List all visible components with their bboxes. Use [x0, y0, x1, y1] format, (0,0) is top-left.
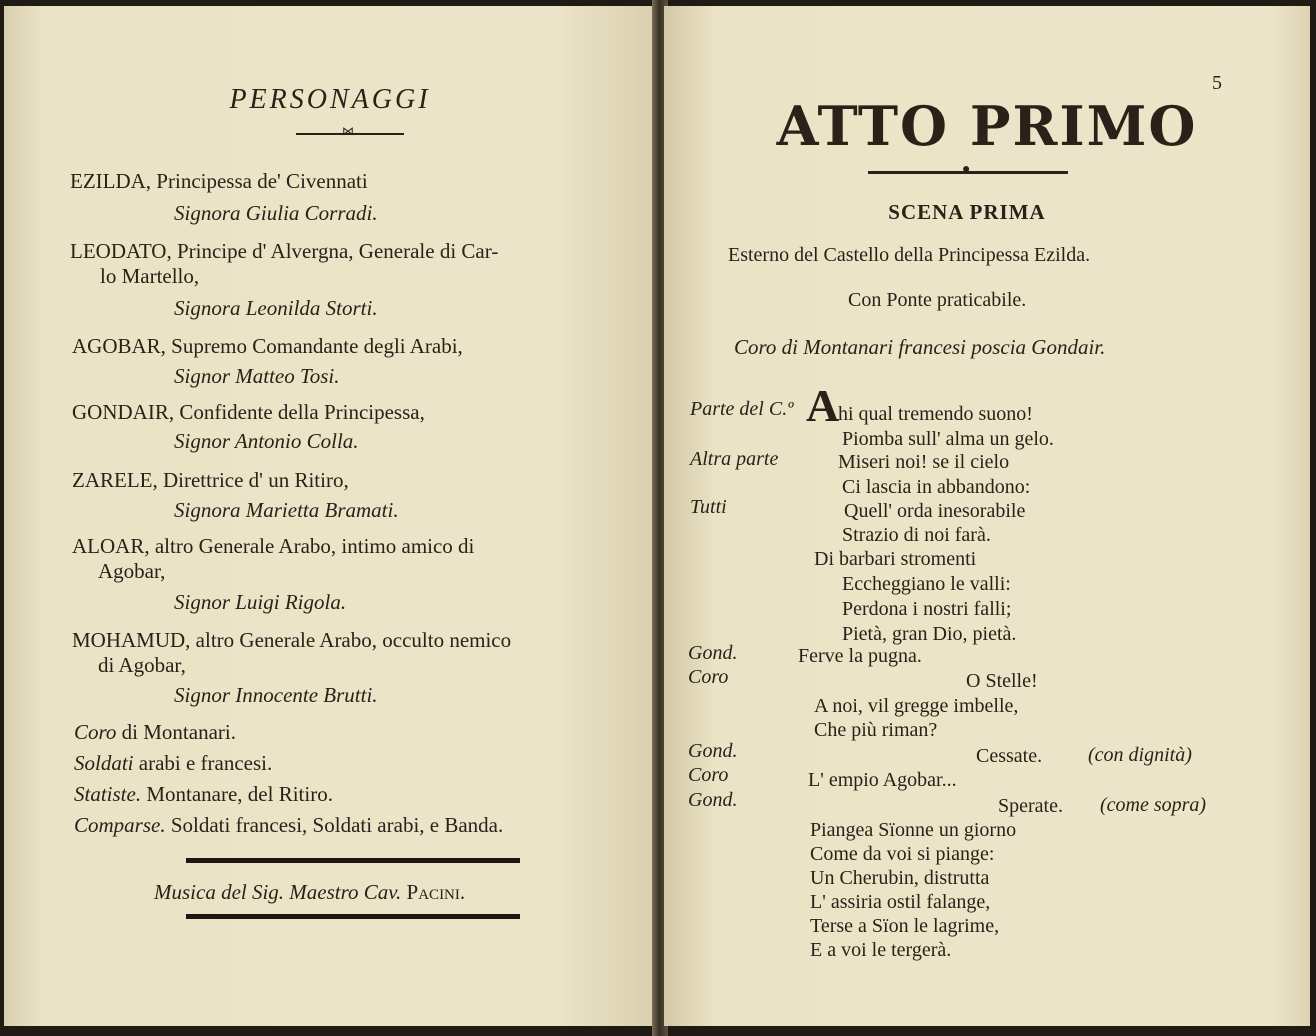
verse-2: Piomba sull' alma un gelo. — [842, 428, 1054, 450]
role-gond-1: Gond. — [688, 642, 738, 664]
extra-comparse: Comparse. Soldati francesi, Soldati arabi, e Banda. — [74, 813, 504, 837]
setting-line-2: Con Ponte praticabile. — [848, 289, 1027, 311]
verse-23: E a voi le tergerà. — [810, 939, 952, 961]
singer-aloar: Signor Luigi Rigola. — [174, 590, 347, 614]
character-gondair: GONDAIR, Confidente della Principessa, — [72, 400, 425, 424]
character-aloar: ALOAR, altro Generale Arabo, intimo amico di — [72, 534, 475, 558]
drop-cap: A — [806, 380, 840, 431]
rule-top — [186, 858, 520, 863]
character-zarele: ZARELE, Direttrice d' un Ritiro, — [72, 468, 349, 492]
setting-line-1: Esterno del Castello della Principessa Ezilda. — [728, 244, 1091, 266]
page-number: 5 — [1212, 72, 1222, 94]
stage-direction-2: (come sopra) — [1100, 794, 1207, 816]
singer-leodato: Signora Leonilda Storti. — [174, 296, 378, 320]
singer-zarele: Signora Marietta Bramati. — [174, 498, 399, 522]
left-page — [4, 6, 656, 1026]
verse-22: Terse a Sïon le lagrime, — [810, 915, 1000, 937]
character-leodato: LEODATO, Principe d' Alvergna, Generale di Car- — [70, 239, 499, 263]
character-aloar-cont: Agobar, — [98, 559, 166, 583]
role-altra-parte: Altra parte — [690, 448, 779, 470]
role-coro-1: Coro — [688, 666, 729, 688]
singer-gondair: Signor Antonio Colla. — [174, 429, 359, 453]
extra-coro: Coro di Montanari. — [74, 720, 236, 744]
ornament-center: ⋈ — [342, 124, 354, 138]
role-gond-2: Gond. — [688, 740, 738, 762]
verse-3: Miseri noi! se il cielo — [838, 451, 1010, 473]
role-parte-del-coro: Parte del C.º — [690, 398, 794, 420]
verse-9: Perdona i nostri falli; — [842, 598, 1012, 620]
music-credit: Musica del Sig. Maestro Cav. Pacini. — [154, 880, 466, 904]
character-leodato-cont: lo Martello, — [100, 264, 200, 288]
verse-1: hi qual tremendo suono! — [838, 403, 1033, 425]
act-ornament-dot: ● — [962, 162, 971, 177]
verse-7: Di barbari stromenti — [814, 548, 977, 570]
singer-ezilda: Signora Giulia Corradi. — [174, 201, 378, 225]
right-page — [664, 6, 1310, 1026]
extra-soldati: Soldati arabi e francesi. — [74, 751, 273, 775]
verse-20: Un Cherubin, distrutta — [810, 867, 990, 889]
character-mohamud-cont: di Agobar, — [98, 653, 186, 677]
verse-6: Strazio di noi farà. — [842, 524, 991, 546]
verse-12: O Stelle! — [966, 670, 1038, 692]
verse-16: L' empio Agobar... — [808, 769, 957, 791]
character-mohamud: MOHAMUD, altro Generale Arabo, occulto nemico — [72, 628, 512, 652]
verse-5: Quell' orda inesorabile — [844, 500, 1026, 522]
singer-agobar: Signor Matteo Tosi. — [174, 364, 340, 388]
rule-bottom — [186, 914, 520, 919]
character-ezilda: EZILDA, Principessa de' Civennati — [70, 169, 368, 193]
verse-10: Pietà, gran Dio, pietà. — [842, 623, 1017, 645]
verse-18: Piangea Sïonne un giorno — [810, 819, 1017, 841]
verse-15: Cessate. — [976, 745, 1043, 767]
character-agobar: AGOBAR, Supremo Comandante degli Arabi, — [72, 334, 463, 358]
role-coro-2: Coro — [688, 764, 729, 786]
verse-13: A noi, vil gregge imbelle, — [814, 695, 1019, 717]
extra-statiste: Statiste. Montanare, del Ritiro. — [74, 782, 333, 806]
stage-direction-1: (con dignità) — [1088, 744, 1192, 766]
verse-17: Sperate. — [998, 795, 1063, 817]
act-title: ATTO PRIMO — [776, 94, 1198, 158]
verse-11: Ferve la pugna. — [798, 645, 922, 667]
scene-title: SCENA PRIMA — [888, 200, 1046, 224]
verse-4: Ci lascia in abbandono: — [842, 476, 1031, 498]
verse-19: Come da voi si piange: — [810, 843, 995, 865]
role-tutti: Tutti — [690, 496, 727, 518]
verse-14: Che più riman? — [814, 719, 938, 741]
singer-mohamud: Signor Innocente Brutti. — [174, 683, 378, 707]
setting-line-3: Coro di Montanari francesi poscia Gondair. — [734, 335, 1106, 359]
role-gond-3: Gond. — [688, 789, 738, 811]
verse-8: Eccheggiano le valli: — [842, 573, 1011, 595]
verse-21: L' assiria ostil falange, — [810, 891, 991, 913]
page-title: PERSONAGGI — [229, 84, 431, 115]
